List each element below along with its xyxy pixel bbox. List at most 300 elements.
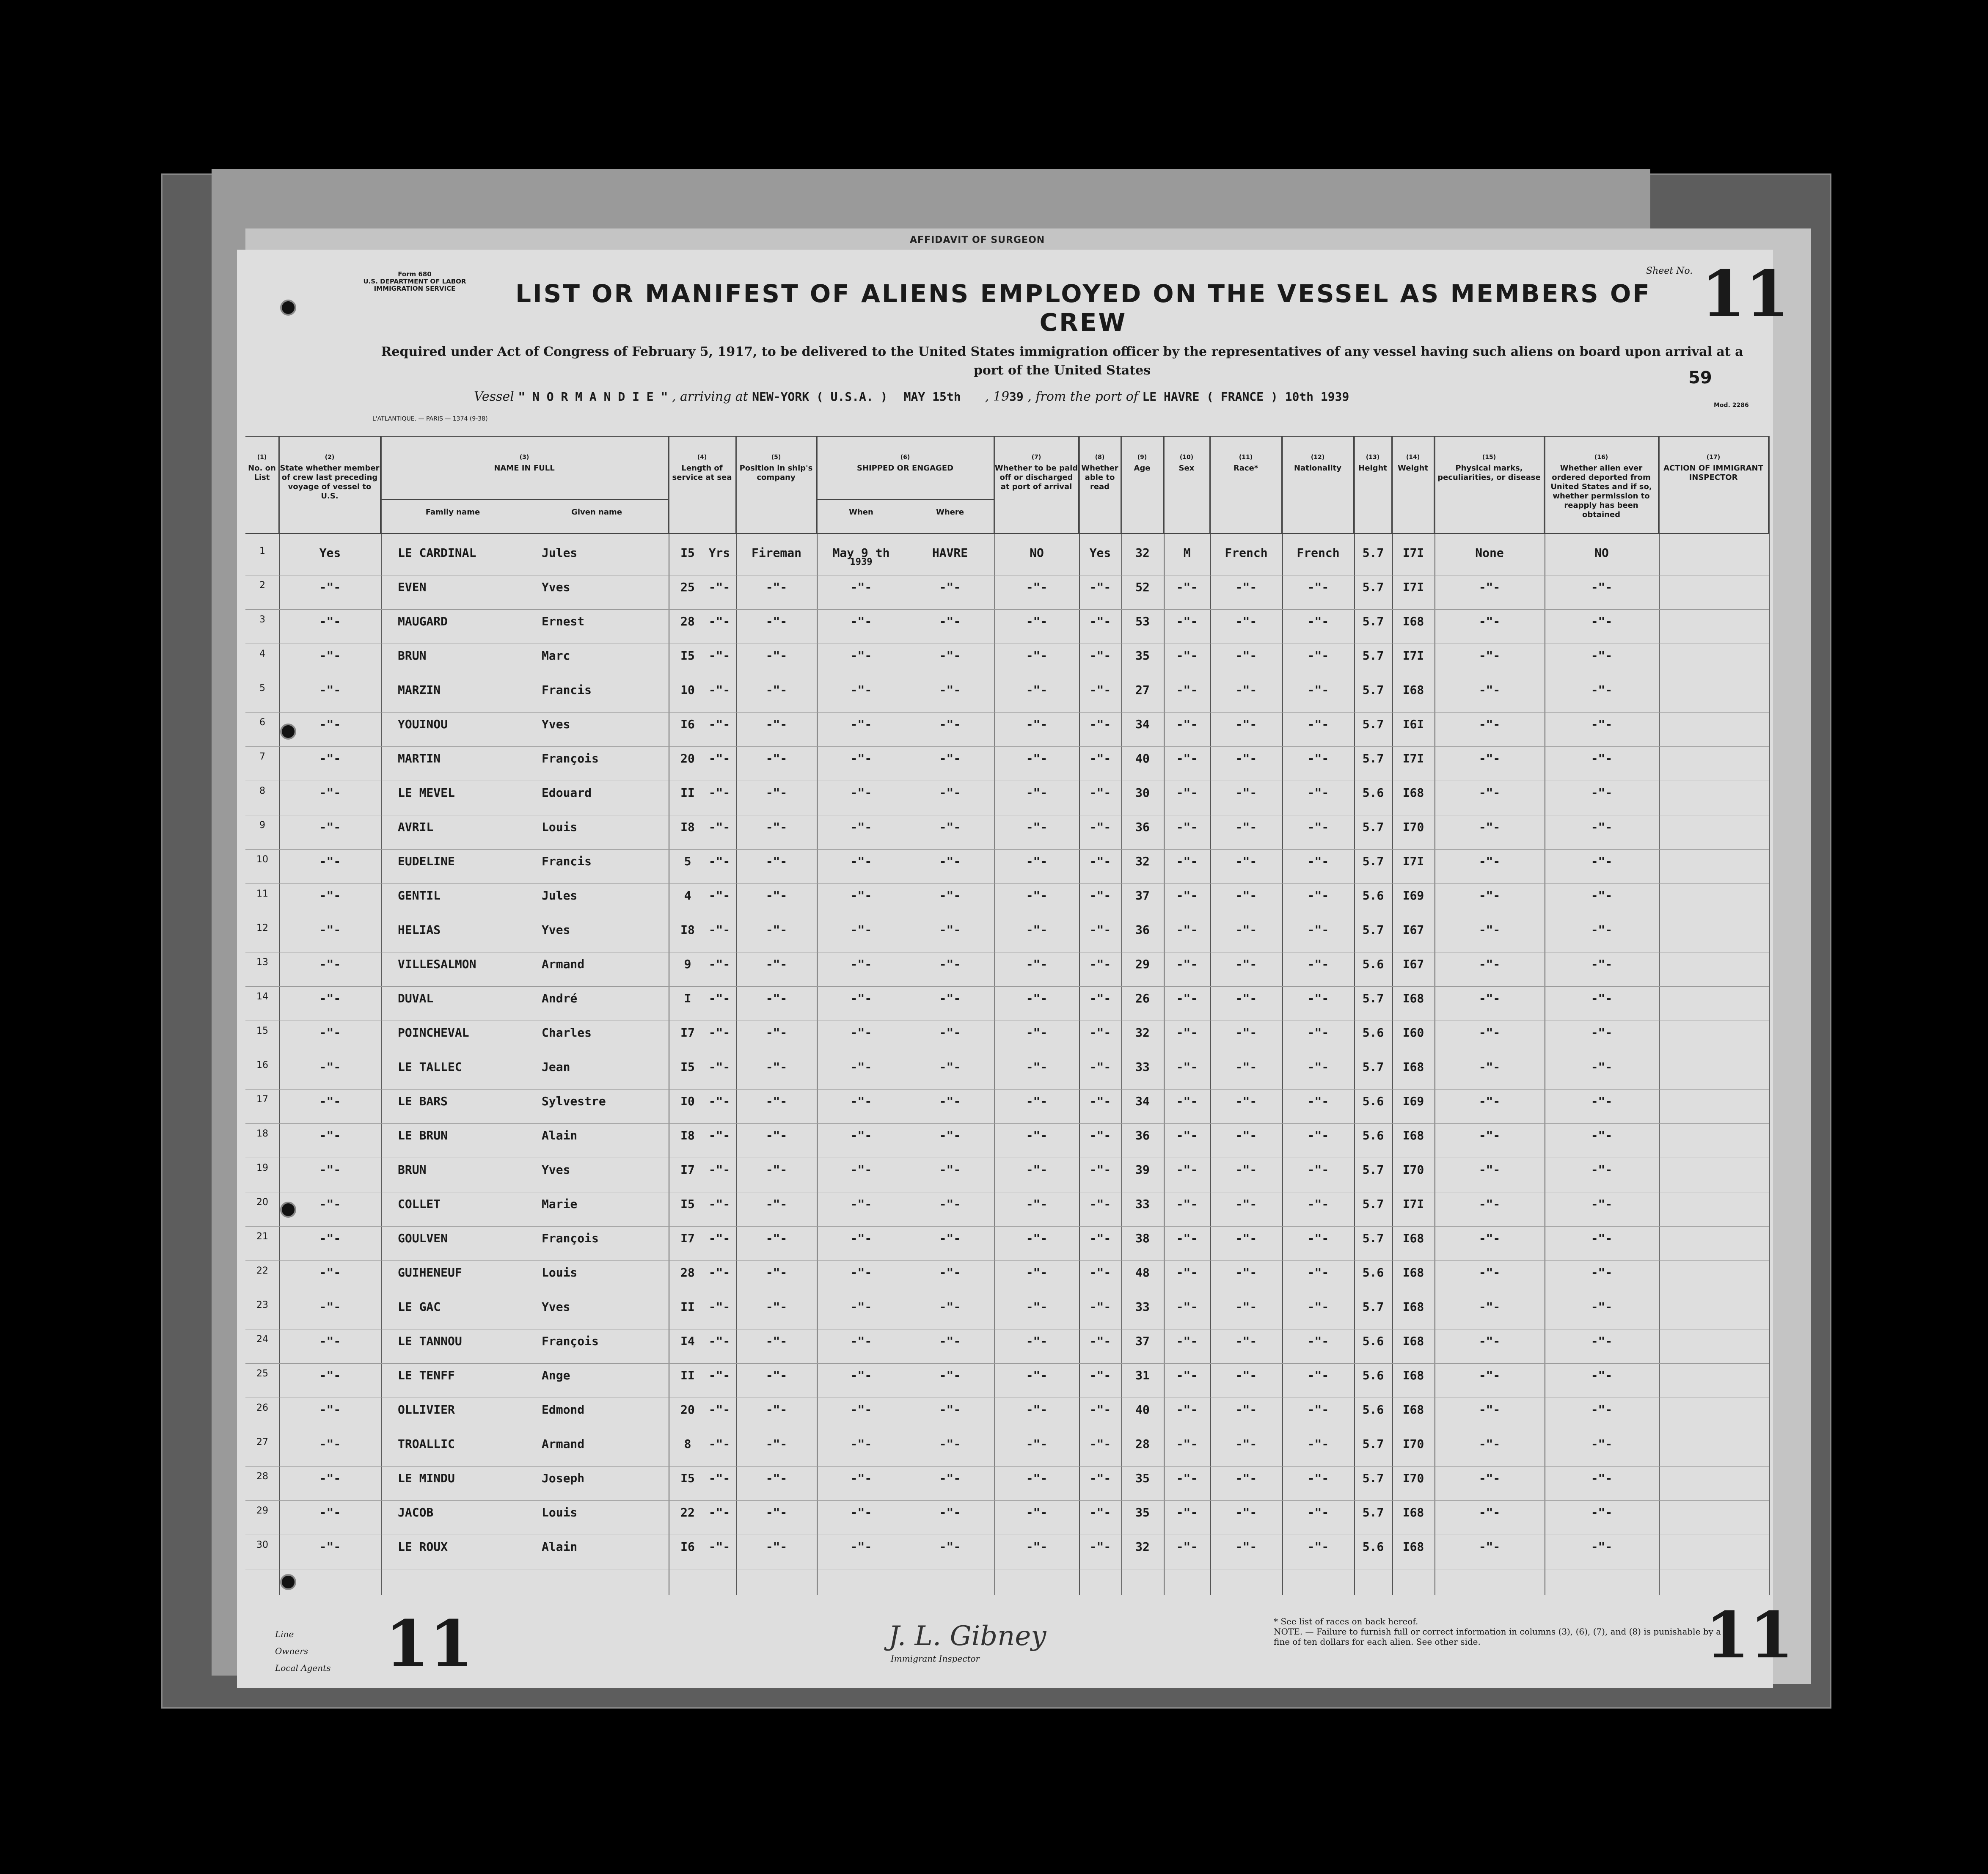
shipped-where: -"- — [939, 991, 961, 1005]
nationality: French — [1297, 546, 1340, 560]
when-subheader: When — [849, 508, 873, 517]
paid-off: -"- — [1026, 1368, 1048, 1382]
sex: -"- — [1176, 649, 1198, 663]
able-to-read: -"- — [1089, 649, 1111, 663]
weight: I7I — [1402, 580, 1424, 594]
given-name: Yves — [542, 1300, 570, 1314]
previous-voyage: -"- — [319, 923, 341, 937]
position: -"- — [765, 1197, 787, 1211]
service-unit: -"- — [708, 1368, 730, 1382]
deported: -"- — [1591, 1300, 1613, 1314]
height: 5.7 — [1362, 854, 1384, 868]
shipped-where: -"- — [939, 580, 961, 594]
weight: I68 — [1402, 786, 1424, 800]
service-years: 20 — [680, 1403, 695, 1417]
deported: -"- — [1591, 957, 1613, 971]
service-unit: -"- — [708, 1540, 730, 1554]
sex: -"- — [1176, 1094, 1198, 1108]
able-to-read: Yes — [1089, 546, 1111, 560]
family-name: LE TENFF — [398, 1368, 455, 1382]
shipped-when: -"- — [850, 580, 872, 594]
service-unit: -"- — [708, 1403, 730, 1417]
printer-imprint: L'ATLANTIQUE. — PARIS — 1374 (9-38) — [372, 416, 488, 422]
column-number: (11) — [1239, 454, 1253, 461]
height: 5.6 — [1362, 1334, 1384, 1348]
vessel-name: " N O R M A N D I E " — [518, 390, 668, 404]
service-unit: -"- — [708, 1060, 730, 1074]
sex: -"- — [1176, 1231, 1198, 1245]
column-divider — [1282, 436, 1283, 1595]
race: -"- — [1235, 820, 1257, 834]
age: 28 — [1135, 1437, 1150, 1451]
previous-voyage: -"- — [319, 1300, 341, 1314]
family-name-subheader: Family name — [425, 508, 480, 517]
able-to-read: -"- — [1089, 751, 1111, 765]
deported: -"- — [1591, 1266, 1613, 1280]
paid-off: -"- — [1026, 717, 1048, 731]
deported: -"- — [1591, 717, 1613, 731]
previous-voyage: Yes — [319, 546, 341, 560]
race: -"- — [1235, 1094, 1257, 1108]
service-years: 9 — [684, 957, 691, 971]
shipped-when: -"- — [850, 923, 872, 937]
given-name: Yves — [542, 923, 570, 937]
height: 5.7 — [1362, 1300, 1384, 1314]
nationality: -"- — [1307, 1026, 1329, 1040]
sheet-label: Sheet No. — [1646, 266, 1693, 276]
age: 27 — [1135, 683, 1150, 697]
shipped-when: -"- — [850, 1060, 872, 1074]
nationality: -"- — [1307, 1540, 1329, 1554]
height: 5.6 — [1362, 1403, 1384, 1417]
shipped-where: -"- — [939, 751, 961, 765]
family-name: TROALLIC — [398, 1437, 455, 1451]
service-unit: -"- — [708, 820, 730, 834]
nationality: -"- — [1307, 1403, 1329, 1417]
weight: I68 — [1402, 991, 1424, 1005]
page-number: 59 — [1688, 368, 1712, 388]
column-title: Height — [1358, 464, 1387, 473]
physical-marks: -"- — [1479, 649, 1501, 663]
family-name: LE BRUN — [398, 1128, 448, 1142]
row-rule — [245, 883, 1769, 884]
height: 5.7 — [1362, 1231, 1384, 1245]
deported: -"- — [1591, 1231, 1613, 1245]
nationality: -"- — [1307, 1300, 1329, 1314]
column-number: (4) — [697, 454, 707, 461]
service-years: I4 — [680, 1334, 695, 1348]
service-unit: -"- — [708, 1163, 730, 1177]
physical-marks: -"- — [1479, 786, 1501, 800]
position: -"- — [765, 923, 787, 937]
position: -"- — [765, 1163, 787, 1177]
age: 37 — [1135, 1334, 1150, 1348]
column-title: Length of service at sea — [672, 464, 732, 482]
paid-off: -"- — [1026, 1163, 1048, 1177]
service-years: I5 — [680, 1060, 695, 1074]
physical-marks: -"- — [1479, 1231, 1501, 1245]
paid-off: -"- — [1026, 991, 1048, 1005]
row-number: 13 — [256, 957, 268, 968]
previous-voyage: -"- — [319, 1334, 341, 1348]
column-number: (7) — [1031, 454, 1041, 461]
age: 29 — [1135, 957, 1150, 971]
shipped-where: -"- — [939, 889, 961, 903]
row-number: 16 — [256, 1060, 268, 1070]
shipped-where: -"- — [939, 1163, 961, 1177]
sex: -"- — [1176, 1471, 1198, 1485]
age: 33 — [1135, 1197, 1150, 1211]
shipped-where: HAVRE — [932, 546, 968, 560]
height: 5.7 — [1362, 1197, 1384, 1211]
service-years: 4 — [684, 889, 691, 903]
position: -"- — [765, 614, 787, 628]
race: -"- — [1235, 786, 1257, 800]
service-unit: -"- — [708, 889, 730, 903]
sex: -"- — [1176, 1026, 1198, 1040]
row-rule — [245, 1363, 1769, 1364]
sex: -"- — [1176, 751, 1198, 765]
manifest-table — [245, 436, 1769, 1595]
previous-voyage: -"- — [319, 1540, 341, 1554]
sex: -"- — [1176, 1540, 1198, 1554]
shipped-when: -"- — [850, 649, 872, 663]
race: -"- — [1235, 683, 1257, 697]
weight: I6I — [1402, 717, 1424, 731]
able-to-read: -"- — [1089, 820, 1111, 834]
stamp-left: 11 — [385, 1607, 474, 1681]
given-name: Armand — [542, 1437, 585, 1451]
column-title: ACTION OF IMMIGRANT INSPECTOR — [1663, 464, 1763, 482]
nationality: -"- — [1307, 1437, 1329, 1451]
year-prefix: , 19 — [985, 389, 1010, 404]
height: 5.7 — [1362, 1471, 1384, 1485]
physical-marks: -"- — [1479, 751, 1501, 765]
row-number: 14 — [256, 991, 268, 1002]
weight: I7I — [1402, 854, 1424, 868]
service-unit: -"- — [708, 1300, 730, 1314]
nationality: -"- — [1307, 786, 1329, 800]
previous-voyage: -"- — [319, 1128, 341, 1142]
weight: I70 — [1402, 1471, 1424, 1485]
deported: -"- — [1591, 1026, 1613, 1040]
physical-marks: -"- — [1479, 923, 1501, 937]
previous-voyage: -"- — [319, 1505, 341, 1519]
position: -"- — [765, 889, 787, 903]
service-years: I0 — [680, 1094, 695, 1108]
sex: M — [1183, 546, 1191, 560]
height: 5.7 — [1362, 1505, 1384, 1519]
subheader-rule — [817, 499, 994, 500]
column-divider — [1659, 436, 1660, 1595]
deported: -"- — [1591, 820, 1613, 834]
race: -"- — [1235, 1163, 1257, 1177]
service-years: 28 — [680, 614, 695, 628]
age: 40 — [1135, 751, 1150, 765]
column-title: State whether member of crew last preceding voyage of vessel to U.S. — [280, 464, 380, 501]
family-name: LE TALLEC — [398, 1060, 462, 1074]
service-years: 8 — [684, 1437, 691, 1451]
paid-off: -"- — [1026, 1026, 1048, 1040]
age: 36 — [1135, 1128, 1150, 1142]
able-to-read: -"- — [1089, 580, 1111, 594]
service-years: I5 — [680, 1471, 695, 1485]
sex: -"- — [1176, 580, 1198, 594]
service-unit: -"- — [708, 991, 730, 1005]
weight: I68 — [1402, 1505, 1424, 1519]
column-number: (5) — [771, 454, 781, 461]
departure-port: LE HAVRE ( FRANCE ) 10th 1939 — [1142, 390, 1349, 404]
given-name-subheader: Given name — [571, 508, 622, 517]
age: 31 — [1135, 1368, 1150, 1382]
form-line-1: Form 680 — [398, 270, 432, 278]
family-name: HELIAS — [398, 923, 441, 937]
service-years: II — [680, 1368, 695, 1382]
position: -"- — [765, 786, 787, 800]
physical-marks: -"- — [1479, 820, 1501, 834]
family-name: COLLET — [398, 1197, 441, 1211]
able-to-read: -"- — [1089, 1060, 1111, 1074]
shipped-where: -"- — [939, 1197, 961, 1211]
shipped-where: -"- — [939, 1231, 961, 1245]
position: -"- — [765, 1060, 787, 1074]
previous-voyage: -"- — [319, 1060, 341, 1074]
given-name: Yves — [542, 580, 570, 594]
punch-hole — [280, 724, 296, 740]
height: 5.7 — [1362, 923, 1384, 937]
deported: -"- — [1591, 991, 1613, 1005]
shipped-when: -"- — [850, 1026, 872, 1040]
previous-voyage: -"- — [319, 1231, 341, 1245]
age: 26 — [1135, 991, 1150, 1005]
nationality: -"- — [1307, 751, 1329, 765]
previous-voyage: -"- — [319, 889, 341, 903]
service-unit: -"- — [708, 649, 730, 663]
sex: -"- — [1176, 1368, 1198, 1382]
previous-voyage: -"- — [319, 957, 341, 971]
column-divider — [736, 436, 737, 1595]
race: -"- — [1235, 1437, 1257, 1451]
vessel-label: Vessel — [474, 389, 514, 404]
deported: -"- — [1591, 1505, 1613, 1519]
able-to-read: -"- — [1089, 1163, 1111, 1177]
age: 53 — [1135, 614, 1150, 628]
given-name: Charles — [542, 1026, 592, 1040]
shipped-where: -"- — [939, 1300, 961, 1314]
column-title: Weight — [1398, 464, 1428, 473]
position: -"- — [765, 1334, 787, 1348]
nationality: -"- — [1307, 923, 1329, 937]
shipped-where: -"- — [939, 1060, 961, 1074]
weight: I68 — [1402, 1403, 1424, 1417]
age: 39 — [1135, 1163, 1150, 1177]
paid-off: -"- — [1026, 1403, 1048, 1417]
race: -"- — [1235, 580, 1257, 594]
position: -"- — [765, 1471, 787, 1485]
punch-hole — [280, 300, 296, 316]
previous-voyage: -"- — [319, 614, 341, 628]
row-number: 3 — [259, 614, 265, 625]
able-to-read: -"- — [1089, 854, 1111, 868]
physical-marks: -"- — [1479, 1403, 1501, 1417]
column-header-c1 — [245, 436, 279, 533]
given-name: Yves — [542, 1163, 570, 1177]
age: 36 — [1135, 820, 1150, 834]
column-divider — [1121, 436, 1122, 1595]
column-title: Physical marks, peculiarities, or disease — [1437, 464, 1541, 482]
previous-voyage: -"- — [319, 649, 341, 663]
column-header-c15 — [1435, 436, 1545, 533]
race: -"- — [1235, 1334, 1257, 1348]
shipped-when: -"- — [850, 854, 872, 868]
shipped-when: -"- — [850, 1266, 872, 1280]
punch-hole — [280, 1574, 296, 1590]
arrival-year: 39 — [1009, 390, 1024, 404]
height: 5.6 — [1362, 1368, 1384, 1382]
shipped-where: -"- — [939, 717, 961, 731]
race: -"- — [1235, 854, 1257, 868]
paid-off: -"- — [1026, 649, 1048, 663]
position: -"- — [765, 717, 787, 731]
previous-voyage: -"- — [319, 751, 341, 765]
form-line-3: IMMIGRATION SERVICE — [374, 285, 456, 292]
column-divider — [279, 436, 280, 1595]
sex: -"- — [1176, 1505, 1198, 1519]
age: 32 — [1135, 854, 1150, 868]
nationality: -"- — [1307, 614, 1329, 628]
shipped-when: -"- — [850, 683, 872, 697]
column-number: (1) — [257, 454, 267, 461]
previous-voyage: -"- — [319, 1471, 341, 1485]
form-line-2: U.S. DEPARTMENT OF LABOR — [363, 278, 466, 285]
column-title: Position in ship's company — [739, 464, 813, 482]
weight: I7I — [1402, 649, 1424, 663]
race: -"- — [1235, 614, 1257, 628]
service-years: 10 — [680, 683, 695, 697]
row-rule — [245, 849, 1769, 850]
physical-marks: -"- — [1479, 1334, 1501, 1348]
row-rule — [245, 1500, 1769, 1501]
line-label: Line — [275, 1629, 294, 1639]
deported: -"- — [1591, 1163, 1613, 1177]
family-name: EUDELINE — [398, 854, 455, 868]
sex: -"- — [1176, 614, 1198, 628]
height: 5.7 — [1362, 751, 1384, 765]
previous-voyage: -"- — [319, 1266, 341, 1280]
able-to-read: -"- — [1089, 1026, 1111, 1040]
column-number: (17) — [1706, 454, 1721, 461]
previous-voyage: -"- — [319, 683, 341, 697]
physical-marks: -"- — [1479, 580, 1501, 594]
nationality: -"- — [1307, 1231, 1329, 1245]
height: 5.7 — [1362, 580, 1384, 594]
paid-off: -"- — [1026, 1471, 1048, 1485]
sex: -"- — [1176, 1060, 1198, 1074]
able-to-read: -"- — [1089, 1094, 1111, 1108]
row-number: 6 — [259, 717, 265, 728]
paid-off: -"- — [1026, 580, 1048, 594]
table-top-rule — [245, 436, 1769, 437]
row-number: 15 — [256, 1026, 268, 1036]
sex: -"- — [1176, 683, 1198, 697]
sex: -"- — [1176, 1437, 1198, 1451]
nationality: -"- — [1307, 957, 1329, 971]
weight: I69 — [1402, 889, 1424, 903]
physical-marks: -"- — [1479, 1094, 1501, 1108]
service-years: I8 — [680, 923, 695, 937]
physical-marks: -"- — [1479, 957, 1501, 971]
race-footnote: * See list of races on back hereof. — [1274, 1616, 1418, 1626]
shipped-where: -"- — [939, 1368, 961, 1382]
age: 36 — [1135, 923, 1150, 937]
family-name: DUVAL — [398, 991, 434, 1005]
shipped-when: -"- — [850, 1094, 872, 1108]
given-name: Louis — [542, 820, 578, 834]
service-years: I8 — [680, 820, 695, 834]
column-title: Whether alien ever ordered deported from United States and if so, whether permission to reapply has been obtained — [1550, 464, 1652, 519]
sheet-number-stamp: 11 — [1701, 257, 1790, 331]
age: 48 — [1135, 1266, 1150, 1280]
able-to-read: -"- — [1089, 1368, 1111, 1382]
weight: I68 — [1402, 1300, 1424, 1314]
deported: -"- — [1591, 614, 1613, 628]
row-number: 18 — [256, 1128, 268, 1139]
given-name: Jean — [542, 1060, 570, 1074]
column-divider — [1164, 436, 1165, 1595]
position: -"- — [765, 1266, 787, 1280]
paid-off: NO — [1030, 546, 1044, 560]
nationality: -"- — [1307, 1094, 1329, 1108]
service-years: II — [680, 786, 695, 800]
row-number: 22 — [256, 1266, 268, 1276]
row-number: 30 — [256, 1540, 268, 1550]
weight: I68 — [1402, 1231, 1424, 1245]
family-name: MAUGARD — [398, 614, 448, 628]
height: 5.7 — [1362, 614, 1384, 628]
given-name: Marie — [542, 1197, 578, 1211]
row-number: 28 — [256, 1471, 268, 1482]
sex: -"- — [1176, 1163, 1198, 1177]
column-number: (15) — [1482, 454, 1496, 461]
paid-off: -"- — [1026, 1437, 1048, 1451]
shipped-where: -"- — [939, 649, 961, 663]
sex: -"- — [1176, 1300, 1198, 1314]
physical-marks: -"- — [1479, 1368, 1501, 1382]
sex: -"- — [1176, 923, 1198, 937]
row-number: 20 — [256, 1197, 268, 1208]
race: -"- — [1235, 1540, 1257, 1554]
sex: -"- — [1176, 991, 1198, 1005]
service-unit: -"- — [708, 1128, 730, 1142]
required-text: Required under Act of Congress of February 5, 1917, to be delivered to the United States immigration officer by the representatives of any vessel having such aliens on board upon arrival at a port of the United States — [381, 344, 1743, 378]
row-number: 23 — [256, 1300, 268, 1310]
column-title: No. on List — [248, 464, 276, 482]
physical-marks: -"- — [1479, 1026, 1501, 1040]
deported: -"- — [1591, 1471, 1613, 1485]
previous-voyage: -"- — [319, 1026, 341, 1040]
service-unit: -"- — [708, 1266, 730, 1280]
height: 5.7 — [1362, 683, 1384, 697]
sex: -"- — [1176, 1128, 1198, 1142]
paid-off: -"- — [1026, 1505, 1048, 1519]
previous-voyage: -"- — [319, 1163, 341, 1177]
nationality: -"- — [1307, 717, 1329, 731]
column-number: (3) — [519, 454, 529, 461]
given-name: François — [542, 1334, 599, 1348]
given-name: Jules — [542, 889, 578, 903]
physical-marks: -"- — [1479, 614, 1501, 628]
physical-marks: None — [1475, 546, 1504, 560]
